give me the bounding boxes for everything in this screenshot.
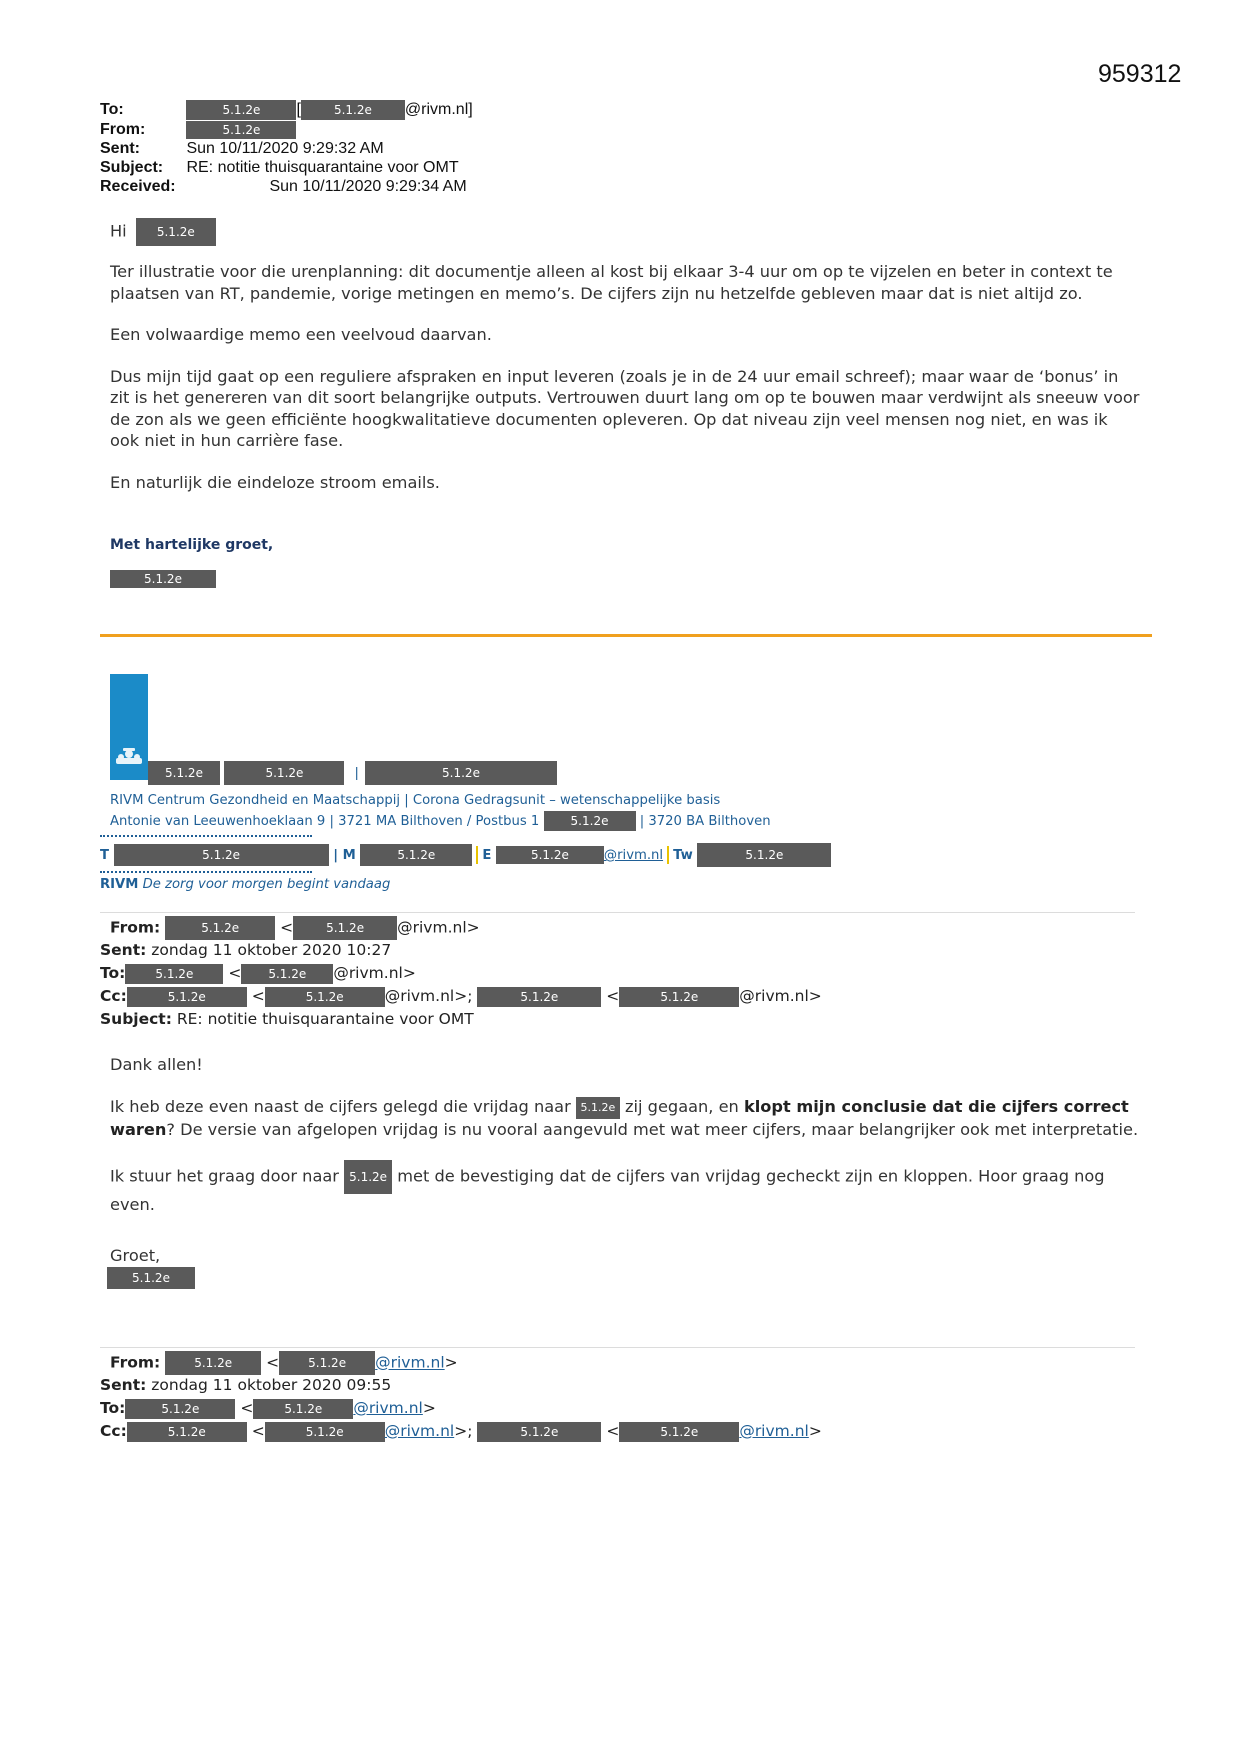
redaction: 5.1.2e: [697, 843, 831, 867]
redaction: 5.1.2e: [165, 1351, 261, 1375]
redaction: 5.1.2e: [365, 761, 557, 785]
redaction: 5.1.2e: [186, 121, 296, 139]
message3-to-row: To: 5.1.2e < 5.1.2e @rivm.nl>: [100, 1399, 436, 1417]
subject-label: Subject:: [100, 159, 164, 176]
email-link[interactable]: @rivm.nl: [603, 848, 664, 863]
redaction: 5.1.2e: [344, 1160, 392, 1194]
redaction: 5.1.2e: [127, 987, 247, 1007]
redaction: 5.1.2e: [165, 916, 275, 940]
header-received-row: [100, 177, 467, 196]
redaction: 5.1.2e: [576, 1097, 620, 1119]
closing: Met hartelijke groet,: [110, 537, 274, 553]
message2-greeting: Dank allen!: [110, 1055, 203, 1074]
redaction: 5.1.2e: [360, 844, 472, 866]
redaction: 5.1.2e: [265, 987, 385, 1007]
separator: [100, 912, 1135, 913]
redaction: 5.1.2e: [301, 100, 405, 120]
redaction: 5.1.2e: [114, 844, 329, 866]
from-label: From:: [100, 121, 146, 138]
signature-org-line: RIVM Centrum Gezondheid en Maatschappij | Corona Gedragsunit – wetenschappelijke basis: [110, 793, 721, 808]
signature-name: [110, 570, 216, 588]
redaction: 5.1.2e: [477, 1422, 601, 1442]
signature-tagline: RIVM De zorg voor morgen begint vandaag: [100, 877, 391, 892]
redaction: 5.1.2e: [127, 1422, 247, 1442]
message1-body: [110, 261, 1140, 513]
rivm-logo: [110, 674, 148, 780]
redaction: 5.1.2e: [619, 1422, 739, 1442]
redaction: 5.1.2e: [186, 100, 296, 120]
message1-greeting: Hi 5.1.2e: [110, 218, 1140, 246]
redaction: 5.1.2e: [136, 218, 216, 246]
redaction: 5.1.2e: [279, 1351, 375, 1375]
header-to-row: To: 5.1.2e [ 5.1.2e @rivm.nl]: [100, 101, 473, 119]
message3-sent-row: Sent: zondag 11 oktober 2020 09:55: [100, 1376, 392, 1394]
divider-rule: [100, 634, 1152, 637]
redaction: 5.1.2e: [477, 987, 601, 1007]
paragraph: Ik heb deze even naast de cijfers gelegd die vrijdag naar 5.1.2e zij gegaan, en klopt mijn conclusie dat die cijfers correct waren? De versie van afgelopen vrijdag is nu vooral aangevuld met wat meer cijfers, maar belangrijker ook met interpretatie.: [110, 1097, 1139, 1139]
redaction: 5.1.2e: [125, 964, 223, 984]
message2-closing: Groet,: [110, 1246, 161, 1265]
header-from-row: [100, 120, 296, 139]
separator: [100, 1347, 1135, 1348]
dotted-separator: [100, 871, 312, 875]
header-subject-row: [100, 158, 459, 177]
document-id: 959312: [1098, 60, 1182, 88]
redaction: 5.1.2e: [544, 811, 636, 831]
crown-icon: [110, 674, 148, 780]
redaction: 5.1.2e: [148, 761, 220, 785]
redaction: 5.1.2e: [253, 1399, 353, 1419]
redaction: 5.1.2e: [241, 964, 333, 984]
message2-cc-row: Cc: 5.1.2e < 5.1.2e @rivm.nl>; 5.1.2e < 5.1.2e @rivm.nl>: [100, 987, 822, 1005]
subject-value: RE: notitie thuisquarantaine voor OMT: [186, 159, 459, 176]
message2-from-row: From: 5.1.2e < 5.1.2e @rivm.nl>: [100, 916, 480, 940]
message2-subject-row: Subject: RE: notitie thuisquarantaine voor OMT: [100, 1010, 474, 1028]
received-label: Received:: [100, 178, 176, 195]
signature-contact-line: T 5.1.2e | M 5.1.2e E 5.1.2e @rivm.nl Tw 5.1.2e: [100, 843, 831, 867]
to-label: To:: [100, 101, 124, 119]
paragraph: Een volwaardige memo een veelvoud daarvan.: [110, 325, 492, 344]
paragraph: En naturlijk die eindeloze stroom emails.: [110, 472, 440, 492]
redaction: 5.1.2e: [224, 761, 344, 785]
divider: [667, 846, 669, 864]
message2-body: [110, 1096, 1140, 1236]
sent-label: Sent:: [100, 140, 140, 157]
message3-from-row: From: 5.1.2e < 5.1.2e @rivm.nl>: [100, 1351, 458, 1375]
redaction: 5.1.2e: [265, 1422, 385, 1442]
redaction: 5.1.2e: [110, 570, 216, 588]
redaction: 5.1.2e: [293, 916, 397, 940]
redaction: 5.1.2e: [619, 987, 739, 1007]
divider: [476, 846, 478, 864]
paragraph: Ik stuur het graag door naar 5.1.2e met de bevestiging dat de cijfers van vrijdag gecheckt zijn en kloppen. Hoor graag nog even.: [110, 1160, 1140, 1216]
message2-to-row: To: 5.1.2e < 5.1.2e @rivm.nl>: [100, 964, 416, 982]
header-sent-row: [100, 139, 384, 158]
redaction: 5.1.2e: [125, 1399, 235, 1419]
message3-cc-row: Cc: 5.1.2e < 5.1.2e @rivm.nl>; 5.1.2e < 5.1.2e @rivm.nl>: [100, 1422, 822, 1440]
email-link[interactable]: @rivm.nl: [353, 1399, 423, 1417]
signature-address-line: Antonie van Leeuwenhoeklaan 9 | 3721 MA Bilthoven / Postbus 1 5.1.2e | 3720 BA Bilthoven: [110, 811, 771, 831]
sent-value: Sun 10/11/2020 9:29:32 AM: [186, 140, 384, 157]
message2-sent-row: Sent: zondag 11 oktober 2020 10:27: [100, 941, 392, 959]
received-value: Sun 10/11/2020 9:29:34 AM: [269, 178, 467, 195]
signature-name-row: 5.1.2e 5.1.2e | 5.1.2e: [148, 761, 557, 785]
redaction: 5.1.2e: [107, 1267, 195, 1289]
email-link[interactable]: @rivm.nl: [739, 1422, 809, 1440]
redaction: 5.1.2e: [496, 846, 604, 864]
email-link[interactable]: @rivm.nl: [384, 1422, 455, 1440]
to-domain: @rivm.nl]: [404, 101, 473, 119]
paragraph: Dus mijn tijd gaat op een reguliere afspraken en input leveren (zoals je in de 24 uur email schreef); maar waar de ‘bonus’ in zit is het genereren van dit soort belangrijke outputs. Vertrouwen duurt lang om op te bouwen maar verdwijnt als sneeuw voor de zon als we geen efficiënte hoogkwalitatieve documenten opleveren. Op dat niveau zijn veel mensen nog niet, en was ik ook niet in hun carrière fase.: [110, 366, 1140, 450]
dotted-separator: [100, 835, 312, 839]
email-link[interactable]: @rivm.nl: [375, 1353, 445, 1372]
signature-name: [107, 1267, 195, 1289]
paragraph: Ter illustratie voor die urenplanning: dit documentje alleen al kost bij elkaar 3-4 uur om op te vijzelen en beter in context te plaatsen van RT, pandemie, vorige metingen en memo’s. De cijfers zijn nu hetzelfde gebleven maar dat is niet altijd zo.: [110, 262, 1113, 303]
